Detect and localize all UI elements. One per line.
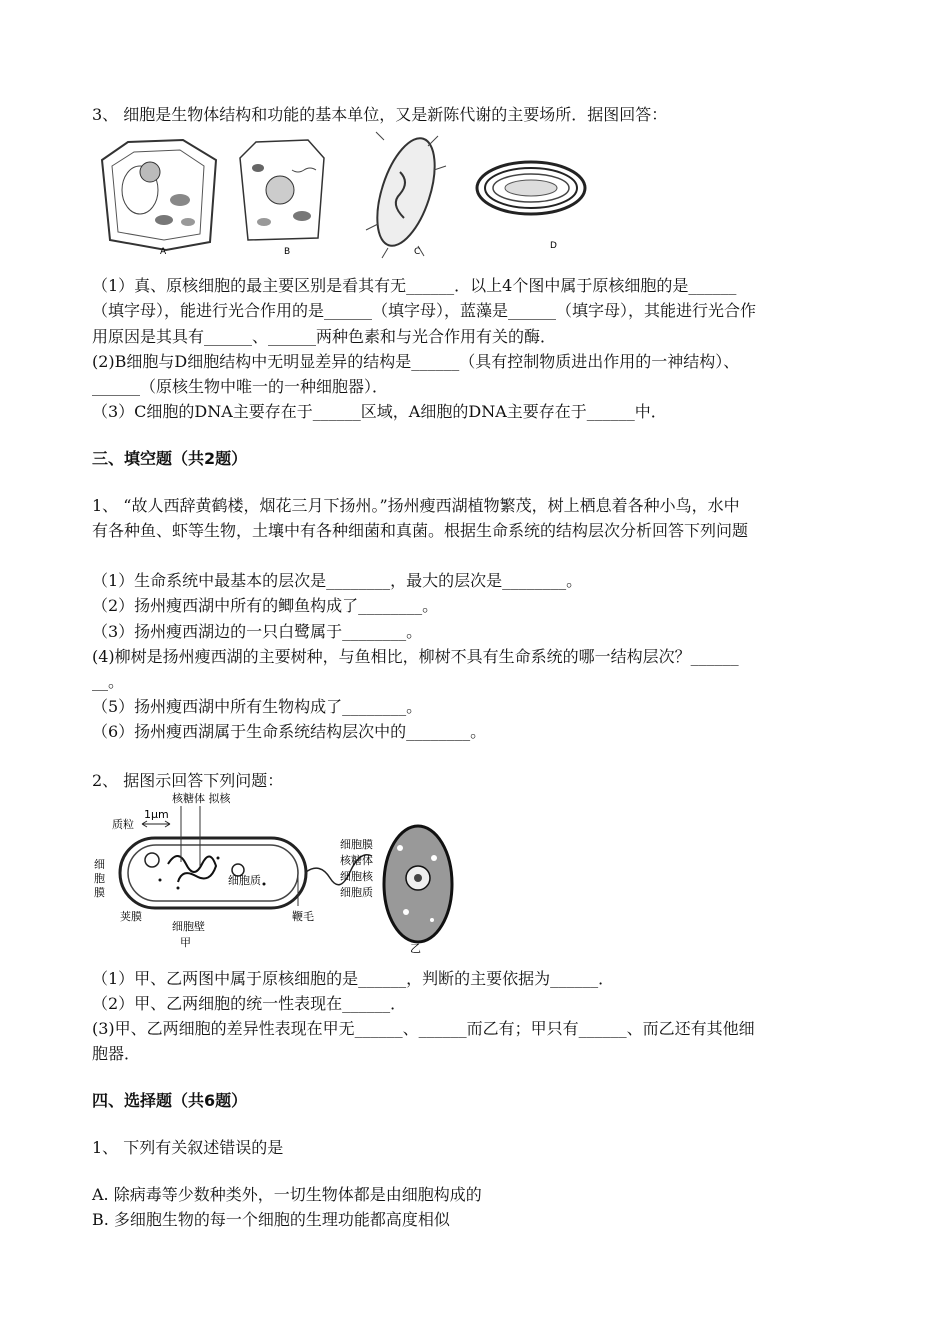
label-capsule: 荚膜	[120, 910, 142, 923]
label-scale: 1μm	[144, 808, 169, 821]
label-membrane-3: 膜	[94, 886, 105, 899]
prokaryote-eukaryote-figure	[88, 788, 458, 958]
label-yi: 乙	[410, 942, 421, 955]
figure-label-b: B	[284, 247, 291, 257]
figure-label-d: D	[550, 241, 557, 251]
label-jia: 甲	[180, 936, 191, 949]
figure-label-a: A	[160, 247, 167, 257]
section-heading-fill-in: 三、填空题（共2题）	[92, 449, 248, 468]
fill1-item: （1）生命系统中最基本的层次是________，最大的层次是________。	[92, 571, 583, 590]
q3-line: （3）C细胞的DNA主要存在于______区域，A细胞的DNA主要存在于______中．	[92, 402, 667, 421]
label-plasmid: 质粒	[112, 818, 134, 831]
question-3-title: 3、 细胞是生物体结构和功能的基本单位，又是新陈代谢的主要场所．据图回答：	[92, 105, 668, 124]
label-ribosome-nucleoid: 核糖体 拟核	[172, 792, 231, 805]
label-membrane-2: 胞	[94, 872, 105, 885]
label-cell-wall: 细胞壁	[172, 920, 205, 933]
fill1-intro-line: 1、 “故人西辞黄鹤楼，烟花三月下扬州。”扬州瘦西湖植物繁茂，树上栖息着各种小鸟，水中	[92, 496, 740, 515]
mc1-title: 1、 下列有关叙述错误的是	[92, 1138, 284, 1157]
cell-c-figure	[366, 131, 446, 258]
figure-label-c: C	[414, 247, 421, 257]
cell-figures-abcd	[88, 130, 598, 262]
cell-b-figure	[240, 140, 324, 240]
q3-line: (2)B细胞与D细胞结构中无明显差异的结构是______（具有控制物质进出作用的一神结构）、	[92, 352, 740, 371]
fill2-line: （2）甲、乙两细胞的统一性表现在______．	[92, 994, 407, 1013]
fill1-item: （2）扬州瘦西湖中所有的鲫鱼构成了________。	[92, 596, 439, 615]
fill1-item: （5）扬州瘦西湖中所有生物构成了________。	[92, 697, 423, 716]
q3-line: （填字母），能进行光合作用的是______（填字母），蓝藻是______（填字母），其能进行光合作	[92, 301, 757, 320]
fill2-line: （1）甲、乙两图中属于原核细胞的是______，判断的主要依据为______．	[92, 969, 615, 988]
yi-label-cytoplasm: 细胞质	[340, 886, 373, 899]
fill1-item: __。	[92, 672, 125, 691]
label-flagellum: 鞭毛	[292, 910, 314, 923]
q3-line: 用原因是其具有______、______两种色素和与光合作用有关的酶．	[92, 327, 557, 346]
cell-yi-figure	[340, 826, 452, 955]
fill1-item: (4)柳树是扬州瘦西湖的主要树种，与鱼相比，柳树不具有生命系统的哪一结构层次？______	[92, 647, 739, 666]
yi-label-nucleus: 细胞核	[340, 870, 373, 883]
mc1-option-a: A. 除病毒等少数种类外，一切生物体都是由细胞构成的	[92, 1185, 482, 1204]
label-cytoplasm: 细胞质	[228, 874, 261, 887]
section-heading-multiple-choice: 四、选择题（共6题）	[92, 1091, 248, 1110]
fill2-line: 胞器．	[92, 1044, 141, 1063]
fill1-item: （3）扬州瘦西湖边的一只白鹭属于________。	[92, 622, 423, 641]
fill2-title: 2、 据图示回答下列问题：	[92, 771, 284, 790]
q3-line: ______（原核生物中唯一的一种细胞器）．	[92, 377, 389, 396]
q3-line: （1）真、原核细胞的最主要区别是看其有无______．以上4个图中属于原核细胞的是______	[92, 276, 737, 295]
cell-a-figure	[102, 140, 216, 250]
yi-label-ribosome: 核糖体	[340, 854, 373, 867]
cell-jia-figure	[94, 791, 372, 949]
mc1-option-b: B. 多细胞生物的每一个细胞的生理功能都高度相似	[92, 1210, 450, 1229]
fill1-intro-line: 有各种鱼、虾等生物，土壤中有各种细菌和真菌。根据生命系统的结构层次分析回答下列问题	[92, 521, 749, 540]
fill1-item: （6）扬州瘦西湖属于生命系统结构层次中的________。	[92, 722, 487, 741]
cell-d-figure	[477, 162, 585, 214]
fill2-line: (3)甲、乙两细胞的差异性表现在甲无______、______而乙有；甲只有______、而乙还有其他细	[92, 1019, 755, 1038]
label-membrane-1: 细	[94, 858, 105, 871]
yi-label-membrane: 细胞膜	[340, 838, 373, 851]
